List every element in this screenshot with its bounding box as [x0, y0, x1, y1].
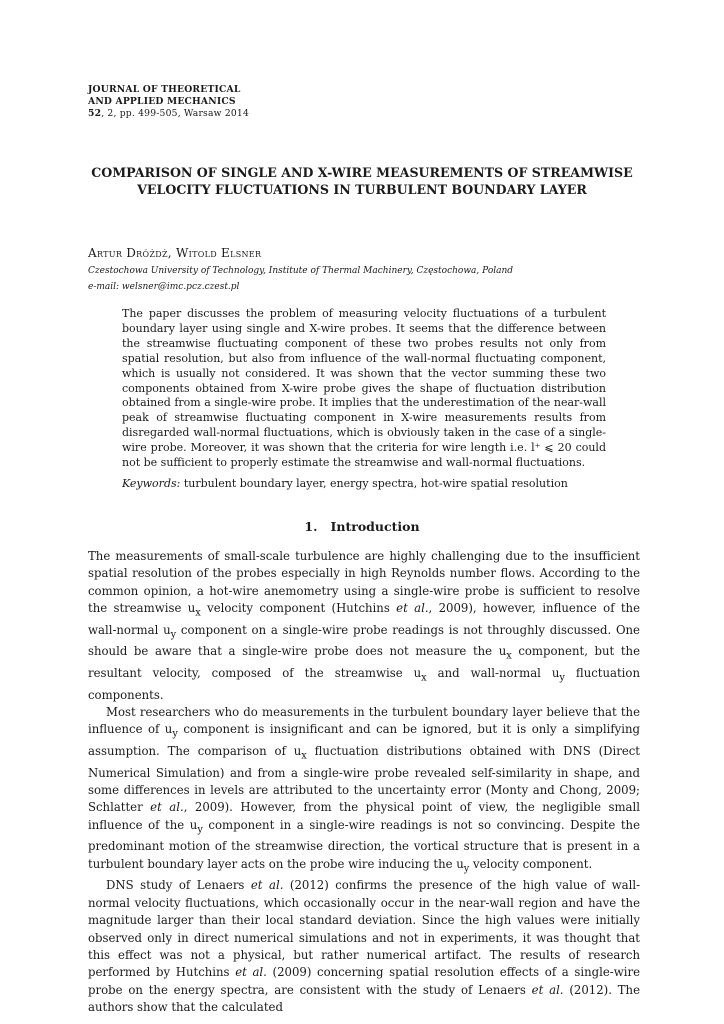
journal-name-line1: JOURNAL OF THEORETICAL: [88, 84, 241, 95]
paper-title: COMPARISON OF SINGLE AND X-WIRE MEASUREMENTS OF STREAMWISE VELOCITY FLUCTUATIONS IN TURBULENT BOUNDARY LAYER: [91, 165, 633, 197]
journal-header: [88, 84, 249, 120]
journal-issue-info: [88, 108, 249, 120]
section-heading: [88, 519, 636, 534]
section-number: 1.: [304, 519, 318, 534]
section-title: Introduction: [330, 519, 420, 534]
keywords-text: turbulent boundary layer, energy spectra, hot-wire spatial resolution: [180, 477, 568, 490]
paragraph: DNS study of Lenaers et al. (2012) confirms the presence of the high value of wall-normal velocity fluctuations, which occasionally occur in the near-wall region and have the magnitude larger than their local standard deviation. Since the high values were initially observed only in direct numerical simulations and not in experiments, it was thought that this effect was not a physical, but rather numerical artifact. The results of research performed by Hutchins et al. (2009) concerning spatial resolution effects of a single-wire probe on the energy spectra, are consistent with the study of Lenaers et al. (2012). The authors show that the calculated: [88, 878, 641, 1014]
authors: Artur Dróżdż, Witold Elsner: [88, 246, 262, 260]
journal-name-line2: AND APPLIED MECHANICS: [88, 96, 236, 107]
keywords: [122, 477, 606, 490]
paragraph: Most researchers who do measurements in the turbulent boundary layer believe that the influence of $u_y$ component is insignificant and can be ignored, but it is only a simplifying assumption. The comparison of $u_x$ fluctuation distributions obtained with DNS (Direct Numerical Simulation) and from a single-wire probe revealed self-similarity in shape, and some differences in levels are attributed to the uncertainty error (Monty and Chong, 2009; Schlatter et al., 2009). However, from the physical point of view, the negligible small influence of the $u_y$ component in a single-wire readings is not so convincing. Despite the predominant motion of the streamwise direction, the vortical structure that is present in a turbulent boundary layer acts on the probe wire inducing the $u_y$ velocity component.: [88, 705, 641, 875]
journal-volume: 52: [88, 108, 102, 119]
abstract: The paper discusses the problem of measuring velocity fluctuations of a turbulent boundary layer using single and X-wire probes. It seems that the difference between the streamwise fluctuating component of these two probes results not only from spatial resolution, but also from influence of the wall-normal fluctuating component, which is usually not considered. It was shown that the vector summing these two components obtained from X-wire probe gives the shape of fluctuation distribution obtained from a single-wire probe. It implies that the underestimation of the near-wall peak of streamwise fluctuating component in X-wire measurements results from disregarded wall-normal fluctuations, which is obviously taken in the case of a single-wire probe. Moreover, it was shown that the criteria for wire length i.e. l⁺ ⩽ 20 could not be sufficient to properly estimate the streamwise and wall-normal fluctuations.: [122, 307, 606, 470]
keywords-label: Keywords:: [122, 477, 181, 490]
affiliation: Czestochowa University of Technology, Institute of Thermal Machinery, Częstochowa, Poland: [88, 266, 514, 276]
body-text: [88, 548, 640, 1016]
journal-pages: , 2, pp. 499-505, Warsaw 2014: [101, 108, 250, 119]
email: e-mail: welsner@imc.pcz.czest.pl: [88, 282, 240, 292]
paragraph: The measurements of small-scale turbulence are highly challenging due to the insufficient spatial resolution of the probes especially in high Reynolds number flows. According to the common opinion, a hot-wire anemometry using a single-wire probe is sufficient to resolve the streamwise $u_x$ velocity component (Hutchins et al., 2009), however, influence of the wall-normal $u_y$ component on a single-wire probe readings is not throughly discussed. One should be aware that a single-wire probe does not measure the $u_x$ component, but the resultant velocity, composed of the streamwise $u_x$ and wall-normal $u_y$ fluctuation components.: [88, 549, 640, 702]
